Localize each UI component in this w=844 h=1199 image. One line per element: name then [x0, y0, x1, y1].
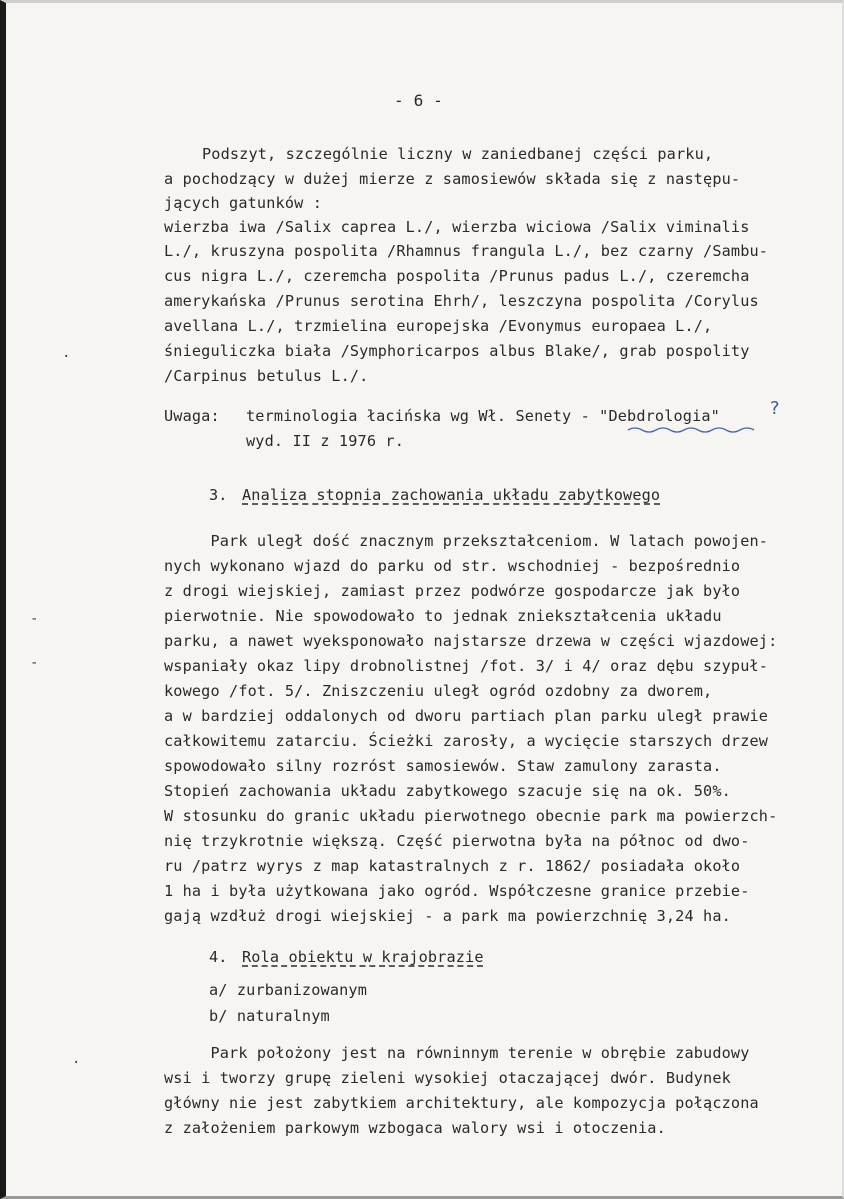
text-line: W stosunku do granic układu pierwotnego obecnie park ma powierzch-	[164, 807, 778, 825]
page-number: - 6 -	[394, 91, 443, 110]
text-line: kowego /fot. 5/. Zniszczeniu uległ ogród ozdobny za dworem,	[164, 682, 713, 700]
note-line: terminologia łacińska wg Wł. Senety - "Debdrologia"	[246, 407, 720, 425]
section-number: 4.	[209, 948, 228, 966]
text-line: z założeniem parkowym wzbogaca walory wsi i otoczenia.	[164, 1119, 666, 1137]
text-line: Park uległ dość znacznym przekształceniom. W latach powojen-	[164, 532, 769, 550]
margin-mark: -	[30, 611, 39, 627]
text-line: z drogi wiejskiej, zamiast przez podwórze gospodarcze jak było	[164, 582, 741, 600]
text-line: Park położony jest na równinnym terenie w obrębie zabudowy	[164, 1044, 750, 1062]
list-item: b/ naturalnym	[209, 1007, 330, 1025]
section-number: 3.	[209, 486, 228, 504]
text-line: a w bardziej oddalonych od dworu partiach plan parku uległ prawie	[164, 707, 769, 725]
text-line: a pochodzący w dużej mierze z samosiewów składa się z następu-	[164, 170, 741, 188]
text-line: ru /patrz wyrys z map katastralnych z r. 1862/ posiadała około	[164, 857, 741, 875]
text-line: cus nigra L./, czeremcha pospolita /Prunus padus L./, czeremcha	[164, 267, 750, 285]
text-line: pierwotnie. Nie spowodowało to jednak zniekształcenia układu	[164, 607, 722, 625]
text-line: gają wzdłuż drogi wiejskiej - a park ma powierzchnię 3,24 ha.	[164, 907, 731, 925]
text-line: jących gatunków :	[164, 194, 322, 212]
text-line: Podszyt, szczególnie liczny w zaniedbanej części parku,	[202, 145, 714, 163]
text-line: amerykańska /Prunus serotina Ehrh/, leszczyna pospolita /Corylus	[164, 292, 759, 310]
text-line: avellana L./, trzmielina europejska /Evonymus europaea L./,	[164, 317, 713, 335]
handwritten-question-mark: ?	[770, 398, 780, 419]
text-line: nych wykonano wjazd do parku od str. wschodniej - bezpośrednio	[164, 557, 741, 575]
text-line: nię trzykrotnie większą. Część pierwotna była na północ od dwo-	[164, 832, 750, 850]
text-line: /Carpinus betulus L./.	[164, 367, 369, 385]
section-title: Analiza stopnia zachowania układu zabytkowego	[242, 486, 661, 504]
text-line: Stopień zachowania układu zabytkowego szacuje się na ok. 50%.	[164, 782, 731, 800]
section-title: Rola obiektu w krajobrazie	[242, 948, 484, 966]
text-line: całkowitemu zatarciu. Ścieżki zarosły, a wycięcie starszych drzew	[164, 732, 769, 750]
text-line: wierzba iwa /Salix caprea L./, wierzba wiciowa /Salix viminalis	[164, 218, 750, 236]
text-line: wspaniały okaz lipy drobnolistnej /fot. 3/ i 4/ oraz dębu szypuł-	[164, 657, 769, 675]
margin-mark: ·	[72, 1055, 81, 1071]
handwritten-squiggle-underline	[626, 425, 766, 435]
text-line: główny nie jest zabytkiem architektury, ale kompozycja połączona	[164, 1094, 759, 1112]
text-line: 1 ha i była użytkowana jako ogród. Współczesne granice przebie-	[164, 882, 750, 900]
text-line: śnieguliczka biała /Symphoricarpos albus Blake/, grab pospolity	[164, 342, 750, 360]
text-line: wsi i tworzy grupę zieleni wysokiej otaczającej dwór. Budynek	[164, 1069, 731, 1087]
text-line: parku, a nawet wyeksponowało najstarsze drzewa w części wjazdowej:	[164, 632, 778, 650]
list-item: a/ zurbanizowanym	[209, 981, 367, 999]
note-line: wyd. II z 1976 r.	[246, 432, 404, 450]
text-line: spowodowało silny rozróst samosiewów. Staw zamulony zarasta.	[164, 757, 722, 775]
note-label: Uwaga:	[164, 407, 220, 425]
margin-mark: -	[30, 655, 39, 671]
margin-mark: ·	[62, 349, 71, 365]
text-line: L./, kruszyna pospolita /Rhamnus frangula L./, bez czarny /Sambu-	[164, 242, 769, 260]
